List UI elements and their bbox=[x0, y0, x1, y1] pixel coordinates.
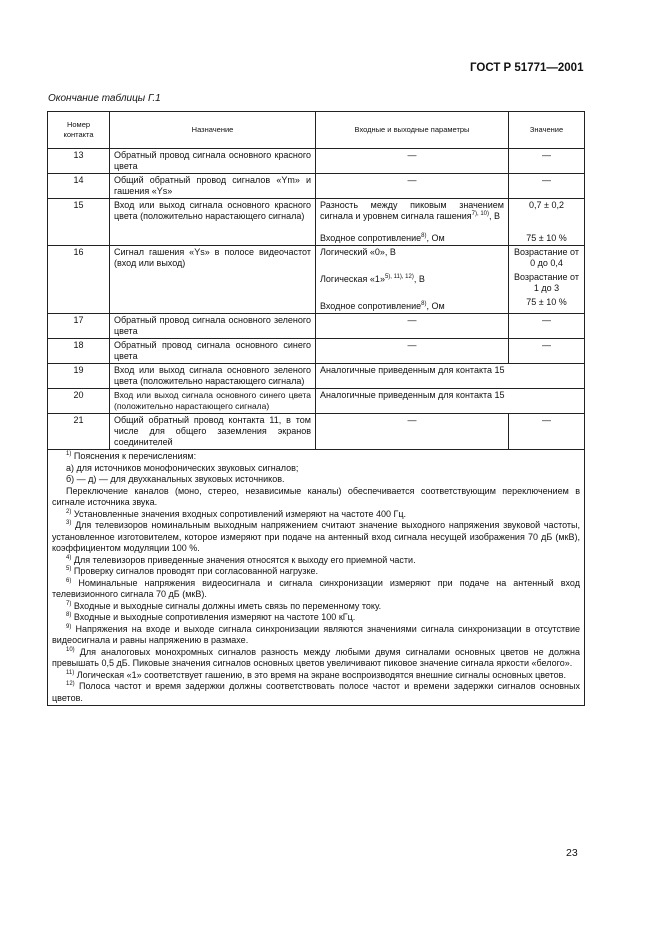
contact-value: — bbox=[509, 174, 585, 199]
contact-param: — bbox=[316, 414, 509, 450]
contact-purpose: Вход или выход сигнала основного красного цвета (положительно нарастающего сигнала) bbox=[110, 199, 316, 246]
param-unit: , В bbox=[413, 274, 425, 284]
footnote-ref: 8) bbox=[421, 233, 427, 239]
col-header-params: Входные и выходные параметры bbox=[316, 112, 509, 149]
contact-purpose: Вход или выход сигнала основного зеленого цвета (положительно нарастающего сигнала) bbox=[110, 364, 316, 389]
footnote bbox=[52, 486, 580, 509]
footnote-text: Номинальные напряжения видеосигнала и сигнала синхронизации измеряют при подаче на антенный вход телевизионного сигнала 70 дБ (мкВ). bbox=[52, 577, 580, 599]
table-header-row bbox=[48, 112, 585, 149]
footnotes bbox=[48, 450, 585, 706]
footnote-mark: 10) bbox=[66, 646, 75, 653]
footnote bbox=[52, 612, 580, 624]
standard-header: ГОСТ Р 51771—2001 bbox=[470, 62, 584, 74]
footnote-mark: 9) bbox=[66, 623, 72, 630]
col-header-value: Значение bbox=[509, 112, 585, 149]
contact-param-shared: Аналогичные приведенным для контакта 15 bbox=[316, 364, 585, 389]
value-text: 75 ± 10 % bbox=[526, 233, 567, 243]
contact-purpose: Вход или выход сигнала основного синего цвета (положительно нарастающего сигнала) bbox=[110, 389, 316, 414]
contact-value: — bbox=[509, 314, 585, 339]
footnote-mark: 2) bbox=[66, 508, 72, 515]
footnote-text: Для аналоговых монохромных сигналов разность между любыми двумя сигналами основных цветов не должна превышать 0,5 дБ. Пиковые значения сигналов основных цветов увеличивают пиковое значение сигнала яркости «белого». bbox=[52, 646, 580, 668]
notes-row bbox=[48, 450, 585, 706]
footnote bbox=[52, 647, 580, 670]
param-text: Логическая «1» bbox=[320, 274, 385, 284]
footnote-mark: 8) bbox=[66, 612, 72, 618]
contact-value: — bbox=[509, 414, 585, 450]
table-caption: Окончание таблицы Г.1 bbox=[48, 93, 161, 104]
footnote bbox=[52, 520, 580, 555]
footnote-ref: 5), 11), 12) bbox=[384, 274, 414, 280]
footnote bbox=[52, 681, 580, 704]
footnote-ref: 7), 10) bbox=[471, 211, 489, 217]
param-text: Логический «0», В bbox=[320, 247, 396, 257]
col-header-purpose: Назначение bbox=[110, 112, 316, 149]
footnote-mark: 5) bbox=[66, 566, 72, 572]
footnote bbox=[52, 670, 580, 682]
footnote-text: б) — д) — для двухканальных звуковых источников. bbox=[66, 474, 285, 484]
contact-number: 18 bbox=[48, 339, 110, 364]
footnote bbox=[52, 601, 580, 613]
param-text: Входное сопротивление bbox=[320, 233, 422, 243]
contact-purpose: Обратный провод сигнала основного зеленого цвета bbox=[110, 314, 316, 339]
contact-value bbox=[509, 199, 585, 246]
footnote-mark: 4) bbox=[66, 554, 72, 561]
param-unit: , В bbox=[489, 211, 501, 221]
footnote bbox=[52, 451, 580, 463]
contact-purpose: Общий обратный провод сигналов «Ym» и гашения «Ys» bbox=[110, 174, 316, 199]
param-unit: , Ом bbox=[426, 301, 445, 311]
table-row bbox=[48, 246, 585, 314]
table-row bbox=[48, 199, 585, 246]
contact-value: — bbox=[509, 339, 585, 364]
value-text: Возрастание от 1 до 3 bbox=[513, 272, 579, 293]
footnote bbox=[52, 624, 580, 647]
value-text: Возрастание от 0 до 0,4 bbox=[513, 247, 579, 268]
contact-value bbox=[509, 246, 585, 314]
footnote-mark: 12) bbox=[66, 681, 75, 687]
contact-purpose: Сигнал гашения «Ys» в полосе видеочастот (вход или выход) bbox=[110, 246, 316, 314]
page-number: 23 bbox=[566, 847, 578, 859]
table-row bbox=[48, 339, 585, 364]
table-row bbox=[48, 389, 585, 414]
col-header-number: Номер контакта bbox=[48, 112, 110, 149]
footnote-text: Переключение каналов (моно, стерео, независимые каналы) обеспечивается соответствующим переключением в сигнале источника звука. bbox=[52, 485, 580, 507]
value-text: 0,7 ± 0,2 bbox=[529, 200, 564, 210]
param-text: Входное сопротивление bbox=[320, 301, 422, 311]
contact-number: 15 bbox=[48, 199, 110, 246]
contact-table bbox=[47, 111, 585, 706]
footnote-text: Логическая «1» соответствует гашению, в это время на экране воспроизводятся внешние сигналы основных цветов. bbox=[74, 669, 566, 680]
table-row bbox=[48, 414, 585, 450]
footnote-mark: 7) bbox=[66, 600, 72, 607]
footnote-mark: 11) bbox=[66, 669, 75, 676]
contact-purpose: Обратный провод сигнала основного красного цвета bbox=[110, 149, 316, 174]
table-row bbox=[48, 174, 585, 199]
contact-param: — bbox=[316, 314, 509, 339]
footnote bbox=[52, 509, 580, 521]
footnote-text: Пояснения к перечислениям: bbox=[71, 451, 197, 461]
contact-param bbox=[316, 246, 509, 314]
table-row bbox=[48, 364, 585, 389]
table-row bbox=[48, 149, 585, 174]
contact-param: — bbox=[316, 339, 509, 364]
footnote bbox=[52, 566, 580, 578]
footnote bbox=[52, 474, 580, 486]
footnote-mark: 1) bbox=[66, 451, 72, 457]
footnote bbox=[52, 578, 580, 601]
footnote-text: Для телевизоров номинальным выходным напряжением считают значение выходного напряжения звуковой частоты, установленное изготовителем, которое измеряют при подаче на антенный вход сигнала несущей изображения 70 дБ (мкВ), коэффициентом модуляции 100 %. bbox=[52, 520, 580, 553]
footnote-text: Проверку сигналов проводят при согласованной нагрузке. bbox=[71, 566, 319, 576]
footnote-mark: 6) bbox=[66, 577, 72, 584]
footnote-text: Входные и выходные сопротивления измеряют на частоте 100 кГц. bbox=[71, 612, 356, 622]
footnote-text: Полоса частот и время задержки должны соответствовать полосе частот и времени задержки сигналов основных цветов. bbox=[52, 681, 580, 703]
contact-number: 17 bbox=[48, 314, 110, 339]
footnote-text: а) для источников монофонических звуковых сигналов; bbox=[66, 462, 299, 473]
contact-number: 19 bbox=[48, 364, 110, 389]
footnote-text: Установленные значения входных сопротивлений измеряют на частоте 400 Гц. bbox=[71, 508, 407, 519]
contact-value: — bbox=[509, 149, 585, 174]
contact-param: — bbox=[316, 149, 509, 174]
contact-purpose: Общий обратный провод контакта 11, в том числе для общего заземления экранов соединителей bbox=[110, 414, 316, 450]
contact-number: 13 bbox=[48, 149, 110, 174]
value-text: 75 ± 10 % bbox=[526, 297, 567, 307]
contact-purpose: Обратный провод сигнала основного синего цвета bbox=[110, 339, 316, 364]
footnote bbox=[52, 463, 580, 475]
contact-number: 16 bbox=[48, 246, 110, 314]
footnote bbox=[52, 555, 580, 567]
contact-param-shared: Аналогичные приведенным для контакта 15 bbox=[316, 389, 585, 414]
param-text: Разность между пиковым значением сигнала и уровнем сигнала гашения bbox=[320, 200, 504, 221]
contact-param bbox=[316, 199, 509, 246]
contact-number: 20 bbox=[48, 389, 110, 414]
footnote-text: Для телевизоров приведенные значения относятся к выходу его приемной части. bbox=[71, 554, 416, 565]
contact-number: 21 bbox=[48, 414, 110, 450]
footnote-text: Напряжения на входе и выходе сигнала синхронизации являются значениями сигнала синхронизации в отсутствие видеосигнала и равны напряжению в размахе. bbox=[52, 623, 580, 645]
footnote-text: Входные и выходные сигналы должны иметь связь по переменному току. bbox=[71, 600, 382, 611]
footnote-mark: 3) bbox=[66, 520, 72, 526]
table-row bbox=[48, 314, 585, 339]
contact-number: 14 bbox=[48, 174, 110, 199]
param-unit: , Ом bbox=[426, 233, 445, 243]
contact-param: — bbox=[316, 174, 509, 199]
footnote-ref: 8) bbox=[421, 301, 427, 307]
